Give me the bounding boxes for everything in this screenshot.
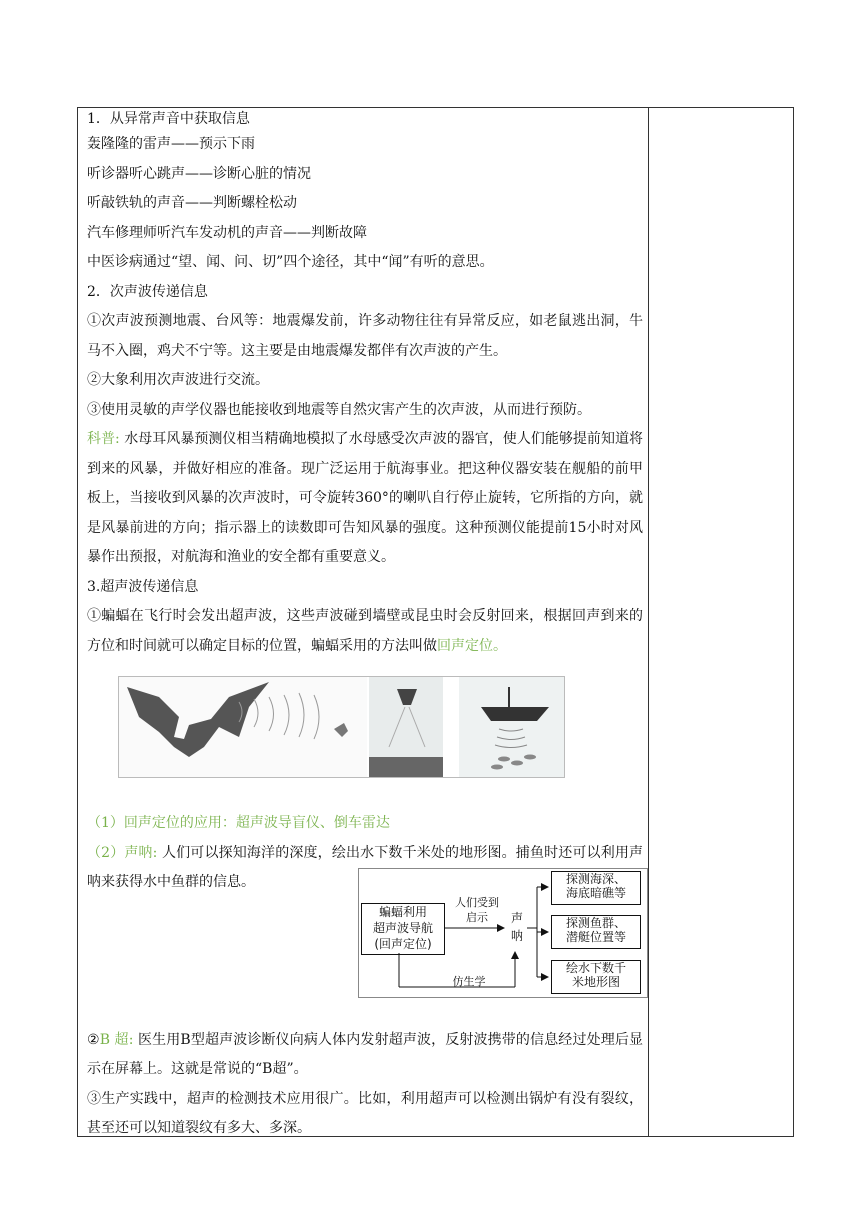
paragraph-text: 生产实践中，超声的检测技术应用很广。比如，利用超声可以检测出锅炉有没有裂纹，甚至还可以知道裂纹有多大、多深。 [87, 1090, 644, 1136]
paragraph-text: 水母耳风暴预测仪相当精确地模拟了水母感受次声波的器官，使人们能够提前知道将到来的风暴，并做好相应的准备。现广泛运用于航海事业。把这种仪器安装在舰船的前甲板上，当接收到风暴的次声波时，可令旋转360°的喇叭自行停止旋转，它所指的方向，就是风暴前进的方向；指示器上的读数即可告知风暴的强度。这种预测仪能提前15小时对风暴作出预报，对航海和渔业的安全都有重要意义。 [87, 431, 643, 565]
text-line: 轰隆隆的雷声——预示下雨 [87, 136, 255, 152]
illustration-row [118, 676, 565, 778]
text-line: 听敲铁轨的声音——判断螺栓松动 [87, 195, 297, 211]
bat-navigation-box: 蝙蝠利用 超声波导航 (回声定位) [361, 903, 445, 955]
inspiration-label: 人们受到 启示 [455, 896, 499, 924]
section-heading-1: 1．从异常声音中获取信息 [87, 111, 250, 127]
b-ultrasound-paragraph [87, 1026, 643, 1085]
application-line: （1）回声定位的应用：超声波导盲仪、倒车雷达 [87, 815, 390, 831]
paragraph-text: 蝙蝠在飞行时会发出超声波，这些声波碰到墙壁或昆虫时会反射回来，根据回声到来的方位和时间就可以确定目标的位置，蝙蝠采用的方法叫做 [87, 608, 644, 654]
paragraph-text: 使用灵敏的声学仪器也能接收到地震等自然灾害产生的次声波，从而进行预防。 [101, 401, 591, 418]
text-line: 听诊器听心跳声——诊断心脏的情况 [87, 165, 311, 182]
output-box-depth: 探测海深、 海底暗礁等 [551, 871, 641, 905]
column-divider [648, 108, 649, 1136]
sonar-flow-diagram [358, 868, 648, 998]
bionics-label: 仿生学 [452, 975, 486, 988]
circled-number: ② [87, 1031, 100, 1048]
paragraph-infrasound-1 [87, 307, 643, 366]
bat-ship-illustration [119, 677, 564, 777]
detection-paragraph [87, 1085, 643, 1144]
paragraph-infrasound-3 [87, 396, 643, 426]
text-line: 中医诊病通过“望、闻、问、切”四个途径，其中“闻”有听的意思。 [87, 254, 494, 270]
paragraph-infrasound-2 [87, 366, 643, 396]
text-line: 汽车修理师听汽车发动机的声音——判断故障 [87, 224, 367, 241]
sonar-label: （2）声呐: [87, 844, 158, 861]
output-box-fish: 探测鱼群、 潜艇位置等 [551, 915, 641, 949]
output-box-terrain: 绘水下数千 米地形图 [551, 960, 641, 994]
paragraph-text: 大象利用次声波进行交流。 [101, 372, 269, 388]
circled-number: ② [87, 372, 101, 388]
science-note [87, 425, 643, 573]
circled-number: ③ [87, 1090, 102, 1107]
paragraph-ultrasound-1 [87, 602, 643, 661]
paragraph-text: 医生用B型超声波诊断仪向病人体内发射超声波，反射波携带的信息经过处理后显示在屏幕上。这就是常说的“B超”。 [87, 1031, 643, 1077]
circled-number: ① [87, 313, 102, 329]
circled-number: ③ [87, 401, 101, 418]
lesson-table [77, 107, 794, 1137]
science-label: 科普: [87, 431, 120, 447]
paragraph-text: 次声波预测地震、台风等：地震爆发前，许多动物往往有异常反应，如老鼠逃出洞，牛马不入圈，鸡犬不宁等。这主要是由地震爆发都伴有次声波的产生。 [87, 313, 644, 359]
paragraph-text: 人们可以探知海洋的深度，绘出水下数千米处的地形图。捕鱼时还可以利用声呐来获得水中鱼群的信息。 [87, 844, 644, 890]
section-heading-3: 3.超声波传递信息 [87, 578, 199, 595]
echo-location-term: 回声定位。 [437, 637, 507, 654]
section-heading-2: 2．次声波传递信息 [87, 283, 208, 300]
sonar-center-label: 声 呐 [510, 911, 523, 943]
circled-number: ① [87, 608, 102, 624]
b-ultrasound-label: B 超: [99, 1031, 134, 1048]
